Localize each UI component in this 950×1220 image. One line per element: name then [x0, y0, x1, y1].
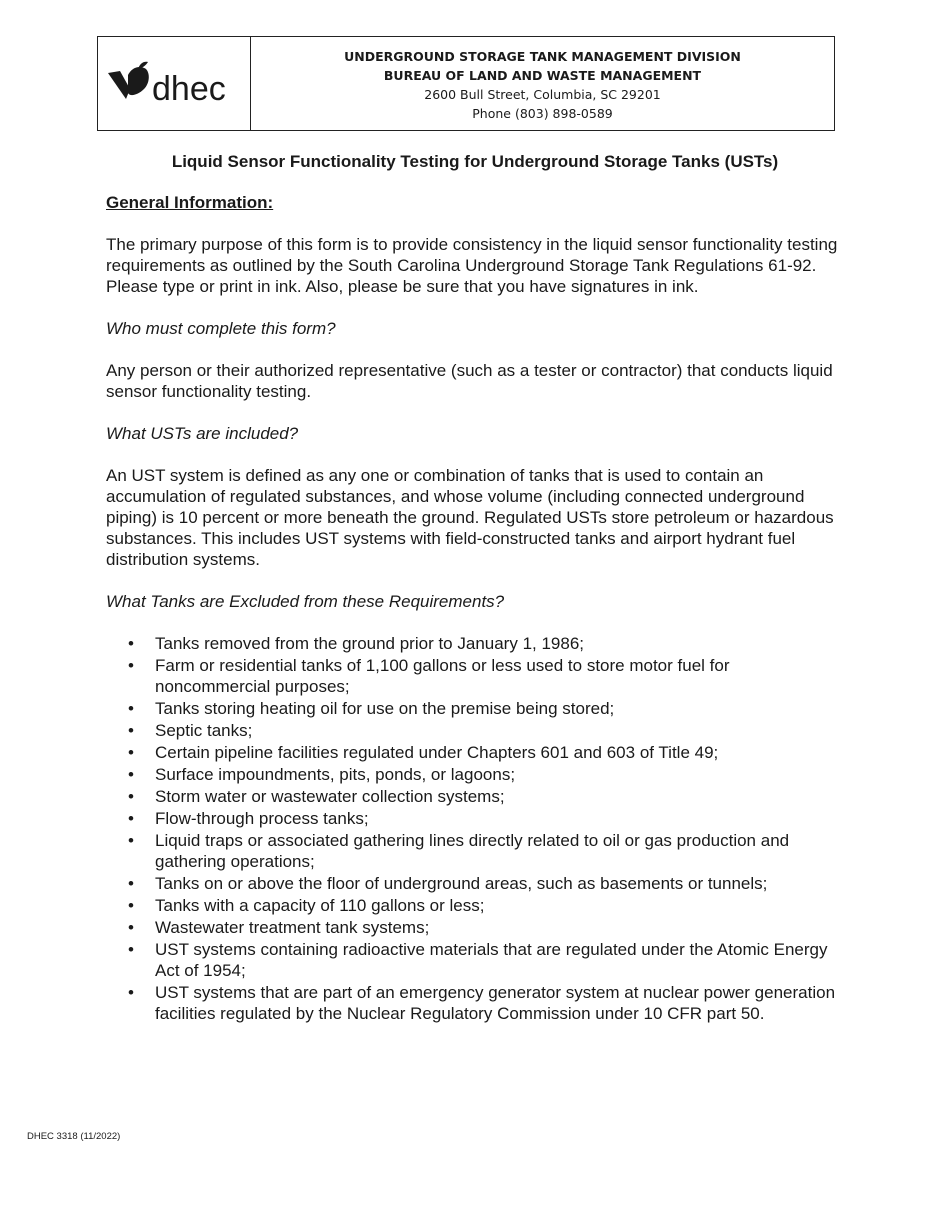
answer-included: An UST system is defined as any one or combination of tanks that is used to contain an accumulation of regulated substances, and whose volume (including connected underground piping) is 10 percent or more beneath the ground. Regulated USTs store petroleum or hazardous substances. This includes UST systems with field-constructed tanks and airport hydrant fuel distribution systems. [106, 466, 834, 569]
bullet-icon: • [128, 983, 134, 1002]
dhec-logo [106, 59, 246, 109]
list-item-text: Surface impoundments, pits, ponds, or lagoons; [155, 765, 516, 784]
document-title: Liquid Sensor Functionality Testing for Underground Storage Tanks (USTs) [171, 152, 779, 171]
bullet-icon: • [128, 874, 134, 893]
address: 2600 Bull Street, Columbia, SC 29201 [424, 86, 661, 102]
list-item [106, 764, 846, 785]
bullet-icon: • [128, 940, 134, 959]
bullet-icon: • [128, 721, 134, 740]
phone: Phone (803) 898-0589 [472, 105, 613, 121]
list-item-text: Storm water or wastewater collection systems; [155, 787, 505, 806]
list-item-text: Flow-through process tanks; [155, 809, 369, 828]
question-excluded: What Tanks are Excluded from these Requirements? [106, 592, 505, 611]
bullet-icon: • [128, 765, 134, 784]
list-item-text: Tanks on or above the floor of underground areas, such as basements or tunnels; [155, 874, 768, 893]
logo-cell [98, 37, 251, 130]
answer-who: Any person or their authorized representative (such as a tester or contractor) that conducts liquid sensor functionality testing. [106, 361, 833, 401]
bullet-icon: • [128, 699, 134, 718]
bullet-icon: • [128, 831, 134, 850]
organization-info [251, 37, 834, 130]
intro-paragraph: The primary purpose of this form is to provide consistency in the liquid sensor functionality testing requirements as outlined by the South Carolina Underground Storage Tank Regulations 61-92. Please type or print in ink. Also, please be sure that you have signatures in ink. [106, 235, 838, 296]
bullet-icon: • [128, 656, 134, 675]
list-item [106, 917, 846, 938]
question-who: Who must complete this form? [106, 319, 336, 338]
list-item-text: Certain pipeline facilities regulated under Chapters 601 and 603 of Title 49; [155, 743, 719, 762]
list-item [106, 786, 846, 807]
section-heading-general: General Information: [106, 193, 274, 212]
list-item [106, 808, 846, 829]
document-body [106, 192, 846, 1025]
list-item-text: Liquid traps or associated gathering lines directly related to oil or gas production and gathering operations; [155, 831, 790, 871]
list-item [106, 939, 846, 981]
question-included: What USTs are included? [106, 424, 299, 443]
list-item [106, 698, 846, 719]
list-item-text: Tanks with a capacity of 110 gallons or less; [155, 896, 485, 915]
list-item-text: Farm or residential tanks of 1,100 gallons or less used to store motor fuel for noncommercial purposes; [155, 656, 730, 696]
form-id: DHEC 3318 (11/2022) [27, 1131, 121, 1142]
list-item [106, 720, 846, 741]
list-item [106, 633, 846, 654]
list-item [106, 655, 846, 697]
logo-wordmark: dhec [152, 70, 226, 108]
list-item [106, 830, 846, 872]
list-item-text: UST systems that are part of an emergency generator system at nuclear power generation facilities regulated by the Nuclear Regulatory Commission under 10 CFR part 50. [155, 983, 836, 1023]
list-item [106, 895, 846, 916]
list-item-text: Tanks storing heating oil for use on the premise being stored; [155, 699, 615, 718]
bullet-icon: • [128, 634, 134, 653]
list-item-text: Tanks removed from the ground prior to January 1, 1986; [155, 634, 585, 653]
division-name: UNDERGROUND STORAGE TANK MANAGEMENT DIVISION [344, 48, 741, 64]
list-item [106, 982, 846, 1024]
list-item-text: Wastewater treatment tank systems; [155, 918, 430, 937]
list-item-text: UST systems containing radioactive materials that are regulated under the Atomic Energy Act of 1954; [155, 940, 828, 980]
letterhead-box [97, 36, 835, 131]
exclusions-list [106, 633, 846, 1024]
bullet-icon: • [128, 918, 134, 937]
bullet-icon: • [128, 809, 134, 828]
bureau-name: BUREAU OF LAND AND WASTE MANAGEMENT [383, 67, 702, 83]
bullet-icon: • [128, 743, 134, 762]
bullet-icon: • [128, 896, 134, 915]
list-item-text: Septic tanks; [155, 721, 253, 740]
bullet-icon: • [128, 787, 134, 806]
list-item [106, 742, 846, 763]
list-item [106, 873, 846, 894]
